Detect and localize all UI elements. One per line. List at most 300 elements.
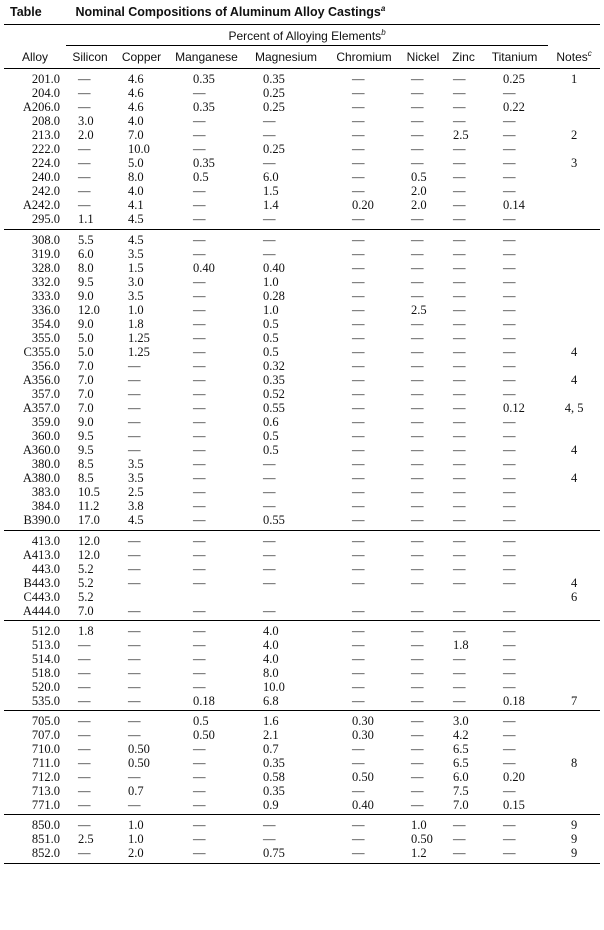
cell-magnesium: — [263, 832, 276, 847]
cell-zinc: 6.5 [453, 756, 469, 771]
cell-magnesium: 0.75 [244, 846, 328, 863]
cell-copper: — [128, 401, 141, 416]
cell-notes [548, 798, 600, 815]
cell-silicon: 5.2 [78, 561, 94, 576]
cell-nickel: — [411, 499, 424, 514]
cell-copper: — [128, 770, 141, 785]
cell-silicon: 5.5 [66, 229, 114, 247]
cell-silicon: 8.5 [78, 457, 94, 472]
cell-copper: — [128, 547, 141, 562]
cell-nickel: — [411, 784, 424, 799]
table-row [4, 562, 600, 576]
cell-magnesium: — [263, 561, 276, 576]
cell-manganese: — [169, 620, 244, 638]
cell-copper: — [114, 620, 169, 638]
cell-alloy: 357.0 [31, 387, 60, 402]
cell-titanium: — [503, 742, 516, 757]
cell-magnesium: 0.6 [263, 415, 279, 430]
cell-silicon: 8.0 [78, 260, 94, 275]
cell-alloy: 355.0 [31, 330, 60, 345]
cell-manganese: — [193, 832, 206, 847]
cell-zinc: — [453, 485, 466, 500]
cell-notes: 3 [570, 156, 578, 171]
cell-notes [548, 652, 600, 666]
cell-chromium: — [352, 651, 365, 666]
cell-titanium: — [503, 86, 516, 101]
table-row [4, 680, 600, 694]
cell-copper: — [128, 443, 141, 458]
cell-notes [548, 530, 600, 548]
cell-notes: 1 [548, 69, 600, 87]
table-row [4, 604, 600, 621]
cell-copper: 4.0 [128, 184, 144, 199]
table-row [4, 742, 600, 756]
cell-alloy: 443.0 [31, 561, 60, 576]
cell-nickel: — [411, 401, 424, 416]
cell-nickel: — [400, 711, 446, 729]
cell-alloy: 710.0 [31, 742, 60, 757]
col-header-zinc: Zinc [446, 46, 481, 69]
cell-manganese: 0.50 [193, 728, 215, 743]
cell-notes [548, 198, 600, 212]
cell-manganese: — [193, 471, 206, 486]
cell-copper: — [128, 728, 141, 743]
cell-alloy: A356.0 [22, 372, 60, 387]
cell-zinc: — [453, 415, 466, 430]
cell-titanium: — [503, 756, 516, 771]
cell-titanium: — [481, 846, 548, 863]
cell-titanium: — [481, 530, 548, 548]
cell-copper: 0.7 [128, 784, 144, 799]
table-body [4, 69, 600, 864]
table-row [4, 142, 600, 156]
cell-notes [548, 513, 600, 530]
cell-zinc: 6.0 [453, 770, 469, 785]
cell-copper: — [114, 530, 169, 548]
cell-alloy: 711.0 [32, 756, 60, 771]
cell-manganese: — [193, 86, 206, 101]
cell-notes: 4 [570, 344, 578, 359]
cell-manganese: — [169, 530, 244, 548]
cell-titanium: — [503, 485, 516, 500]
cell-nickel: — [400, 69, 446, 87]
cell-zinc: — [453, 651, 466, 666]
cell-copper: 3.5 [128, 288, 144, 303]
cell-notes [548, 770, 600, 784]
cell-alloy: 319.0 [31, 246, 60, 261]
cell-copper: 3.8 [128, 499, 144, 514]
cell-notes [548, 247, 600, 261]
cell-copper: 3.0 [128, 274, 144, 289]
table-row [4, 590, 600, 604]
cell-zinc: — [453, 316, 466, 331]
table-row [4, 711, 600, 729]
cell-zinc: — [453, 603, 466, 618]
cell-copper: 8.0 [128, 170, 144, 185]
cell-chromium: — [352, 485, 365, 500]
cell-magnesium: — [263, 246, 276, 261]
cell-zinc: — [446, 530, 481, 548]
cell-chromium: — [352, 457, 365, 472]
cell-zinc: — [453, 457, 466, 472]
cell-titanium: 0.12 [503, 401, 525, 416]
cell-magnesium: — [263, 156, 276, 171]
cell-copper: 3.5 [128, 246, 144, 261]
cell-chromium: — [352, 387, 365, 402]
cell-zinc: 7.5 [453, 784, 469, 799]
cell-notes [548, 499, 600, 513]
table-row [4, 69, 600, 87]
cell-nickel: — [411, 665, 424, 680]
cell-notes: 9 [570, 832, 578, 847]
cell-magnesium: — [263, 603, 276, 618]
cell-manganese: — [193, 198, 206, 213]
cell-titanium: — [503, 547, 516, 562]
cell-nickel: — [411, 142, 424, 157]
cell-titanium: — [503, 637, 516, 652]
cell-silicon: — [78, 694, 91, 709]
cell-copper: 10.0 [128, 142, 150, 157]
cell-nickel: — [411, 387, 424, 402]
cell-manganese: — [193, 443, 206, 458]
cell-zinc: — [453, 246, 466, 261]
cell-zinc: — [453, 344, 466, 359]
cell-chromium: — [352, 742, 365, 757]
cell-manganese: — [193, 665, 206, 680]
cell-notes [548, 100, 600, 114]
table-row [4, 832, 600, 846]
cell-notes: 6 [570, 589, 578, 604]
cell-chromium: — [352, 170, 365, 185]
cell-zinc: 2.5 [453, 128, 469, 143]
cell-notes [548, 303, 600, 317]
cell-zinc: — [453, 387, 466, 402]
col-header-alloy: Alloy [4, 46, 66, 69]
cell-silicon: 12.0 [78, 302, 100, 317]
cell-titanium: — [503, 665, 516, 680]
cell-alloy: 354.0 [31, 316, 60, 331]
cell-magnesium [244, 590, 328, 604]
cell-magnesium: 0.52 [263, 387, 285, 402]
cell-alloy: A357.0 [22, 401, 60, 416]
cell-chromium: 0.30 [328, 711, 400, 729]
cell-manganese: — [193, 651, 206, 666]
cell-notes [548, 142, 600, 156]
cell-copper: 0.50 [128, 756, 150, 771]
table-row [4, 457, 600, 471]
cell-zinc: — [446, 846, 481, 863]
cell-zinc: — [453, 274, 466, 289]
cell-titanium: — [503, 302, 516, 317]
cell-alloy: 707.0 [31, 728, 60, 743]
cell-silicon: 5.0 [78, 330, 94, 345]
cell-nickel: — [411, 471, 424, 486]
cell-magnesium: 1.6 [244, 711, 328, 729]
cell-manganese: — [193, 485, 206, 500]
cell-titanium: — [503, 513, 516, 528]
cell-titanium: — [503, 274, 516, 289]
table-row [4, 471, 600, 485]
cell-zinc: 6.5 [453, 742, 469, 757]
cell-copper: — [114, 711, 169, 729]
cell-copper: — [128, 798, 141, 813]
cell-copper: 1.8 [128, 316, 144, 331]
cell-manganese: — [193, 575, 206, 590]
table-row [4, 289, 600, 303]
cell-alloy: A242.0 [22, 198, 60, 213]
cell-silicon: — [78, 798, 91, 813]
cell-magnesium: 0.5 [263, 316, 279, 331]
cell-magnesium: — [244, 229, 328, 247]
cell-chromium: — [352, 637, 365, 652]
table-row [4, 114, 600, 128]
cell-notes [548, 331, 600, 345]
cell-titanium: — [503, 387, 516, 402]
cell-silicon: — [78, 742, 91, 757]
cell-alloy: 295.0 [31, 212, 60, 227]
cell-notes [548, 548, 600, 562]
cell-manganese: — [169, 815, 244, 833]
cell-manganese: — [193, 561, 206, 576]
cell-magnesium: 0.5 [263, 443, 279, 458]
cell-nickel: — [411, 246, 424, 261]
cell-notes: 9 [548, 815, 600, 833]
cell-alloy: 336.0 [31, 302, 60, 317]
cell-manganese: 0.5 [193, 170, 209, 185]
table-row [4, 548, 600, 562]
cell-chromium: — [352, 513, 365, 528]
cell-zinc: — [453, 198, 466, 213]
cell-alloy: 713.0 [31, 784, 60, 799]
cell-magnesium: 4.0 [263, 637, 279, 652]
cell-notes: 9 [548, 846, 600, 863]
cell-manganese: — [193, 246, 206, 261]
cell-chromium: — [352, 316, 365, 331]
cell-notes [548, 485, 600, 499]
cell-notes [548, 86, 600, 100]
cell-titanium: — [503, 499, 516, 514]
cell-chromium: — [328, 229, 400, 247]
cell-titanium: — [503, 651, 516, 666]
table-row [4, 345, 600, 359]
cell-silicon: — [78, 86, 91, 101]
cell-copper: 7.0 [128, 128, 144, 143]
cell-silicon: — [78, 637, 91, 652]
cell-titanium: — [503, 260, 516, 275]
cell-chromium: — [352, 756, 365, 771]
cell-magnesium: 6.0 [263, 170, 279, 185]
cell-silicon: 2.0 [78, 128, 94, 143]
cell-magnesium: 1.5 [263, 184, 279, 199]
cell-chromium: — [352, 184, 365, 199]
table-row [4, 666, 600, 680]
table-row [4, 798, 600, 815]
col-header-manganese: Manganese [169, 46, 244, 69]
cell-magnesium: 0.5 [263, 330, 279, 345]
col-header-notes: Notes$^c$ [548, 46, 600, 69]
cell-magnesium: 1.4 [263, 198, 279, 213]
table-row [4, 184, 600, 198]
cell-alloy: 328.0 [31, 260, 60, 275]
cell-titanium: — [481, 711, 548, 729]
col-header-magnesium: Magnesium [244, 46, 328, 69]
cell-titanium: — [481, 815, 548, 833]
cell-silicon: — [78, 756, 91, 771]
cell-copper: — [128, 603, 141, 618]
cell-magnesium: 10.0 [263, 679, 285, 694]
cell-chromium: — [352, 128, 365, 143]
cell-magnesium: — [263, 547, 276, 562]
cell-manganese: — [193, 344, 206, 359]
table-row [4, 156, 600, 170]
table-row [4, 770, 600, 784]
cell-magnesium: — [263, 457, 276, 472]
cell-titanium: — [503, 128, 516, 143]
cell-chromium: — [352, 330, 365, 345]
cell-nickel: — [411, 651, 424, 666]
cell-magnesium: 6.8 [263, 694, 279, 709]
cell-copper: 1.25 [128, 344, 150, 359]
cell-magnesium: 0.35 [244, 69, 328, 87]
cell-manganese: — [193, 330, 206, 345]
cell-manganese: — [193, 142, 206, 157]
cell-nickel: — [411, 457, 424, 472]
cell-alloy: 213.0 [31, 128, 60, 143]
cell-chromium: — [352, 415, 365, 430]
table-row [4, 86, 600, 100]
cell-notes: 4 [570, 471, 578, 486]
cell-magnesium: 0.25 [263, 100, 285, 115]
cell-magnesium: 1.0 [263, 302, 279, 317]
cell-notes [548, 359, 600, 373]
cell-manganese: — [193, 387, 206, 402]
cell-silicon: 5.0 [78, 344, 94, 359]
cell-copper: 4.5 [128, 513, 144, 528]
cell-silicon: 11.2 [78, 499, 100, 514]
cell-titanium: — [503, 679, 516, 694]
notes-header-spacer [548, 25, 600, 46]
cell-notes: 4 [570, 372, 578, 387]
table-title: Nominal Compositions of Aluminum Alloy Castings [75, 5, 381, 20]
alloy-header-spacer [4, 25, 66, 46]
cell-chromium: — [352, 832, 365, 847]
cell-titanium: — [503, 114, 516, 129]
cell-nickel: 0.5 [411, 170, 427, 185]
cell-magnesium: — [263, 471, 276, 486]
cell-alloy: 520.0 [31, 679, 60, 694]
table-row [4, 100, 600, 114]
cell-zinc: — [453, 443, 466, 458]
cell-chromium: — [352, 142, 365, 157]
cell-alloy: 308.0 [4, 229, 66, 247]
cell-titanium: — [503, 372, 516, 387]
table-row [4, 387, 600, 401]
cell-notes [548, 562, 600, 576]
notes-footnote-marker: c [587, 49, 592, 59]
cell-copper: — [128, 651, 141, 666]
cell-manganese: — [193, 429, 206, 444]
cell-magnesium: 0.25 [263, 142, 285, 157]
cell-manganese: — [193, 770, 206, 785]
cell-magnesium: 0.35 [263, 784, 285, 799]
cell-zinc: — [453, 86, 466, 101]
cell-copper: — [128, 358, 141, 373]
cell-notes: 4 [570, 575, 578, 590]
cell-magnesium: 0.5 [263, 429, 279, 444]
cell-notes: 7 [570, 694, 578, 709]
cell-titanium: — [503, 832, 516, 847]
cell-magnesium: 4.0 [263, 651, 279, 666]
table-row [4, 513, 600, 530]
table-row [4, 170, 600, 184]
cell-nickel: — [411, 358, 424, 373]
cell-notes [548, 229, 600, 247]
cell-notes [548, 317, 600, 331]
cell-titanium: — [503, 575, 516, 590]
cell-alloy: 242.0 [31, 184, 60, 199]
cell-titanium: 0.25 [481, 69, 548, 87]
cell-manganese: — [193, 114, 206, 129]
cell-silicon: 5.2 [78, 589, 94, 604]
cell-alloy: C355.0 [23, 344, 60, 359]
cell-magnesium: 8.0 [263, 665, 279, 680]
table-row [4, 401, 600, 415]
cell-zinc: 7.0 [453, 798, 469, 813]
cell-notes [548, 666, 600, 680]
cell-notes [548, 289, 600, 303]
cell-zinc: — [446, 620, 481, 638]
cell-silicon: 17.0 [78, 513, 100, 528]
table-row [4, 359, 600, 373]
cell-copper: — [128, 429, 141, 444]
cell-silicon: — [78, 198, 91, 213]
table-row [4, 261, 600, 275]
cell-alloy: 771.0 [31, 798, 60, 813]
col-header-silicon: Silicon [66, 46, 114, 69]
cell-alloy: B390.0 [23, 513, 60, 528]
cell-zinc: — [453, 561, 466, 576]
cell-manganese: 0.35 [193, 100, 215, 115]
cell-copper: 4.6 [128, 86, 144, 101]
cell-manganese: — [193, 547, 206, 562]
cell-manganese: 0.35 [169, 69, 244, 87]
table-row [4, 331, 600, 345]
cell-silicon: — [78, 100, 91, 115]
table-row [4, 212, 600, 229]
cell-manganese: — [193, 274, 206, 289]
cell-chromium: — [352, 429, 365, 444]
table-row [4, 815, 600, 833]
cell-zinc: — [453, 212, 466, 227]
cell-magnesium: 0.9 [263, 798, 279, 813]
cell-silicon: — [78, 184, 91, 199]
cell-nickel: — [411, 86, 424, 101]
cell-titanium: — [503, 142, 516, 157]
cell-silicon: 8.5 [78, 471, 94, 486]
cell-manganese: — [193, 401, 206, 416]
cell-chromium: — [352, 471, 365, 486]
cell-manganese: — [193, 288, 206, 303]
cell-silicon: 9.0 [78, 288, 94, 303]
cell-manganese: 0.18 [193, 694, 215, 709]
cell-chromium: — [352, 274, 365, 289]
cell-chromium: — [352, 561, 365, 576]
cell-magnesium: 2.1 [263, 728, 279, 743]
cell-alloy: 332.0 [31, 274, 60, 289]
cell-alloy: 512.0 [4, 620, 66, 638]
cell-notes [548, 415, 600, 429]
cell-manganese: — [193, 128, 206, 143]
